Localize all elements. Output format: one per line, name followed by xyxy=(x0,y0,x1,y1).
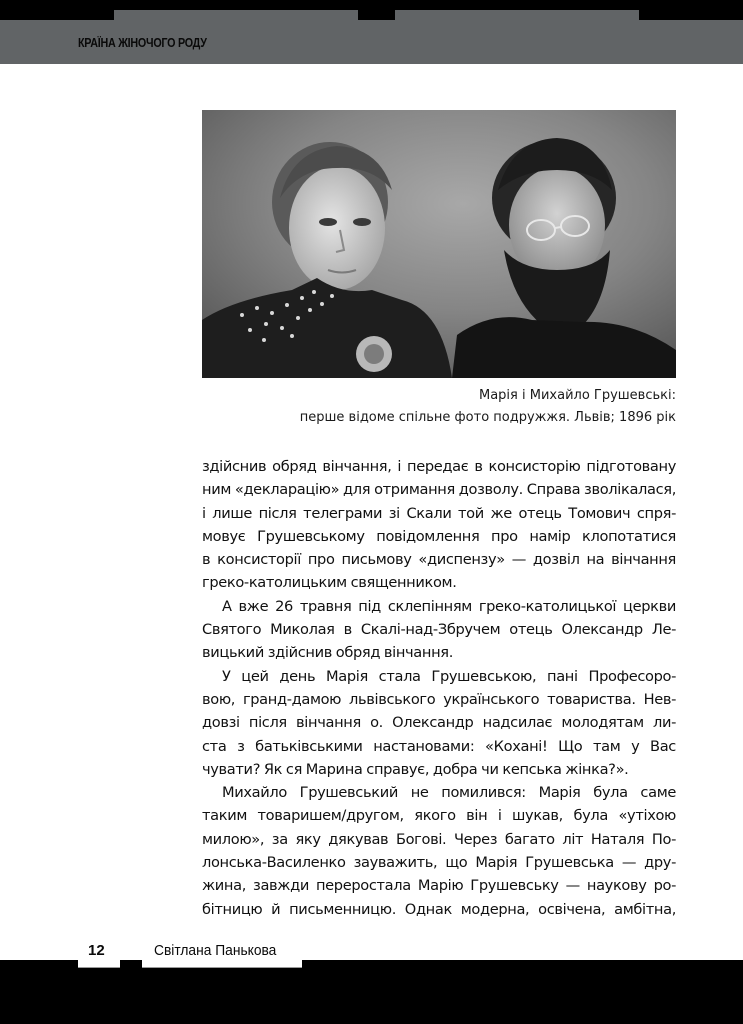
text-line: мовує Грушевському повідомлення про намір клопотатися xyxy=(202,527,676,545)
text-line: лонська-Василенко зауважить, що Марія Грушевська — дру- xyxy=(202,854,676,872)
text-line: ним «декларацію» для отримання дозволу. Справа зволікалася, xyxy=(202,481,676,499)
text-line: чувати? Як ся Марина справує, добра чи кепська жінка?». xyxy=(202,760,629,778)
figure-caption xyxy=(202,385,676,429)
body-text xyxy=(202,455,676,921)
text-line: і лише після телеграми зі Скали той же отець Томович спря- xyxy=(202,504,676,522)
text-line: таким товаришем/другом, якого він і шукав, була «утіхою xyxy=(202,807,676,825)
paragraph xyxy=(202,665,676,781)
text-line: довзі після вінчання о. Олександр надсилає молодятам ли- xyxy=(202,714,676,732)
text-line: вицький здійснив обряд вінчання. xyxy=(202,644,453,662)
text-line: А вже 26 травня під склепінням греко-католицької церкви xyxy=(222,597,676,615)
author-name: Світлана Панькова xyxy=(154,942,277,959)
text-line: У цей день Марія стала Грушевською, пані Професоро- xyxy=(222,667,676,685)
text-line: вою, гранд-дамою львівського українського товариства. Нев- xyxy=(202,690,676,708)
portrait-photo xyxy=(202,110,676,378)
paragraph xyxy=(202,455,676,595)
text-line: греко-католицьким священником. xyxy=(202,574,457,592)
text-line: милою», за яку дякував Богові. Через багато літ Наталя По- xyxy=(202,830,676,848)
header-tab-right xyxy=(395,10,639,22)
text-line: Михайло Грушевський не помилився: Марія була саме xyxy=(222,784,676,802)
text-line: жина, завжди переростала Марію Грушевську — наукову ро- xyxy=(202,877,676,895)
text-line: в консисторії про письмову «диспензу» — дозвіл на вінчання xyxy=(202,551,676,569)
page-number: 12 xyxy=(88,942,105,959)
caption-line: перше відоме спільне фото подружжя. Львів; 1896 рік xyxy=(299,410,676,425)
text-line: ста з батьківськими настановами: «Кохані! Що там у Вас xyxy=(202,737,676,755)
footer-tab-page xyxy=(78,960,120,968)
photo-icon xyxy=(202,110,676,378)
paragraph xyxy=(202,781,676,921)
caption-line: Марія і Михайло Грушевські: xyxy=(479,388,676,403)
header-tab-left xyxy=(114,10,358,22)
running-title: КРАЇНА ЖІНОЧОГО РОДУ xyxy=(78,36,207,50)
footer-tab-author xyxy=(142,960,302,968)
footer-band xyxy=(0,960,743,1024)
text-line: здійснив обряд вінчання, і передає в консисторію підготовану xyxy=(202,458,676,475)
paragraph xyxy=(202,595,676,665)
text-line: бітницю й письменницю. Однак модерна, освічена, амбітна, xyxy=(202,900,676,918)
text-line: Святого Миколая в Скалі-над-Збручем отець Олександр Ле- xyxy=(202,621,676,639)
